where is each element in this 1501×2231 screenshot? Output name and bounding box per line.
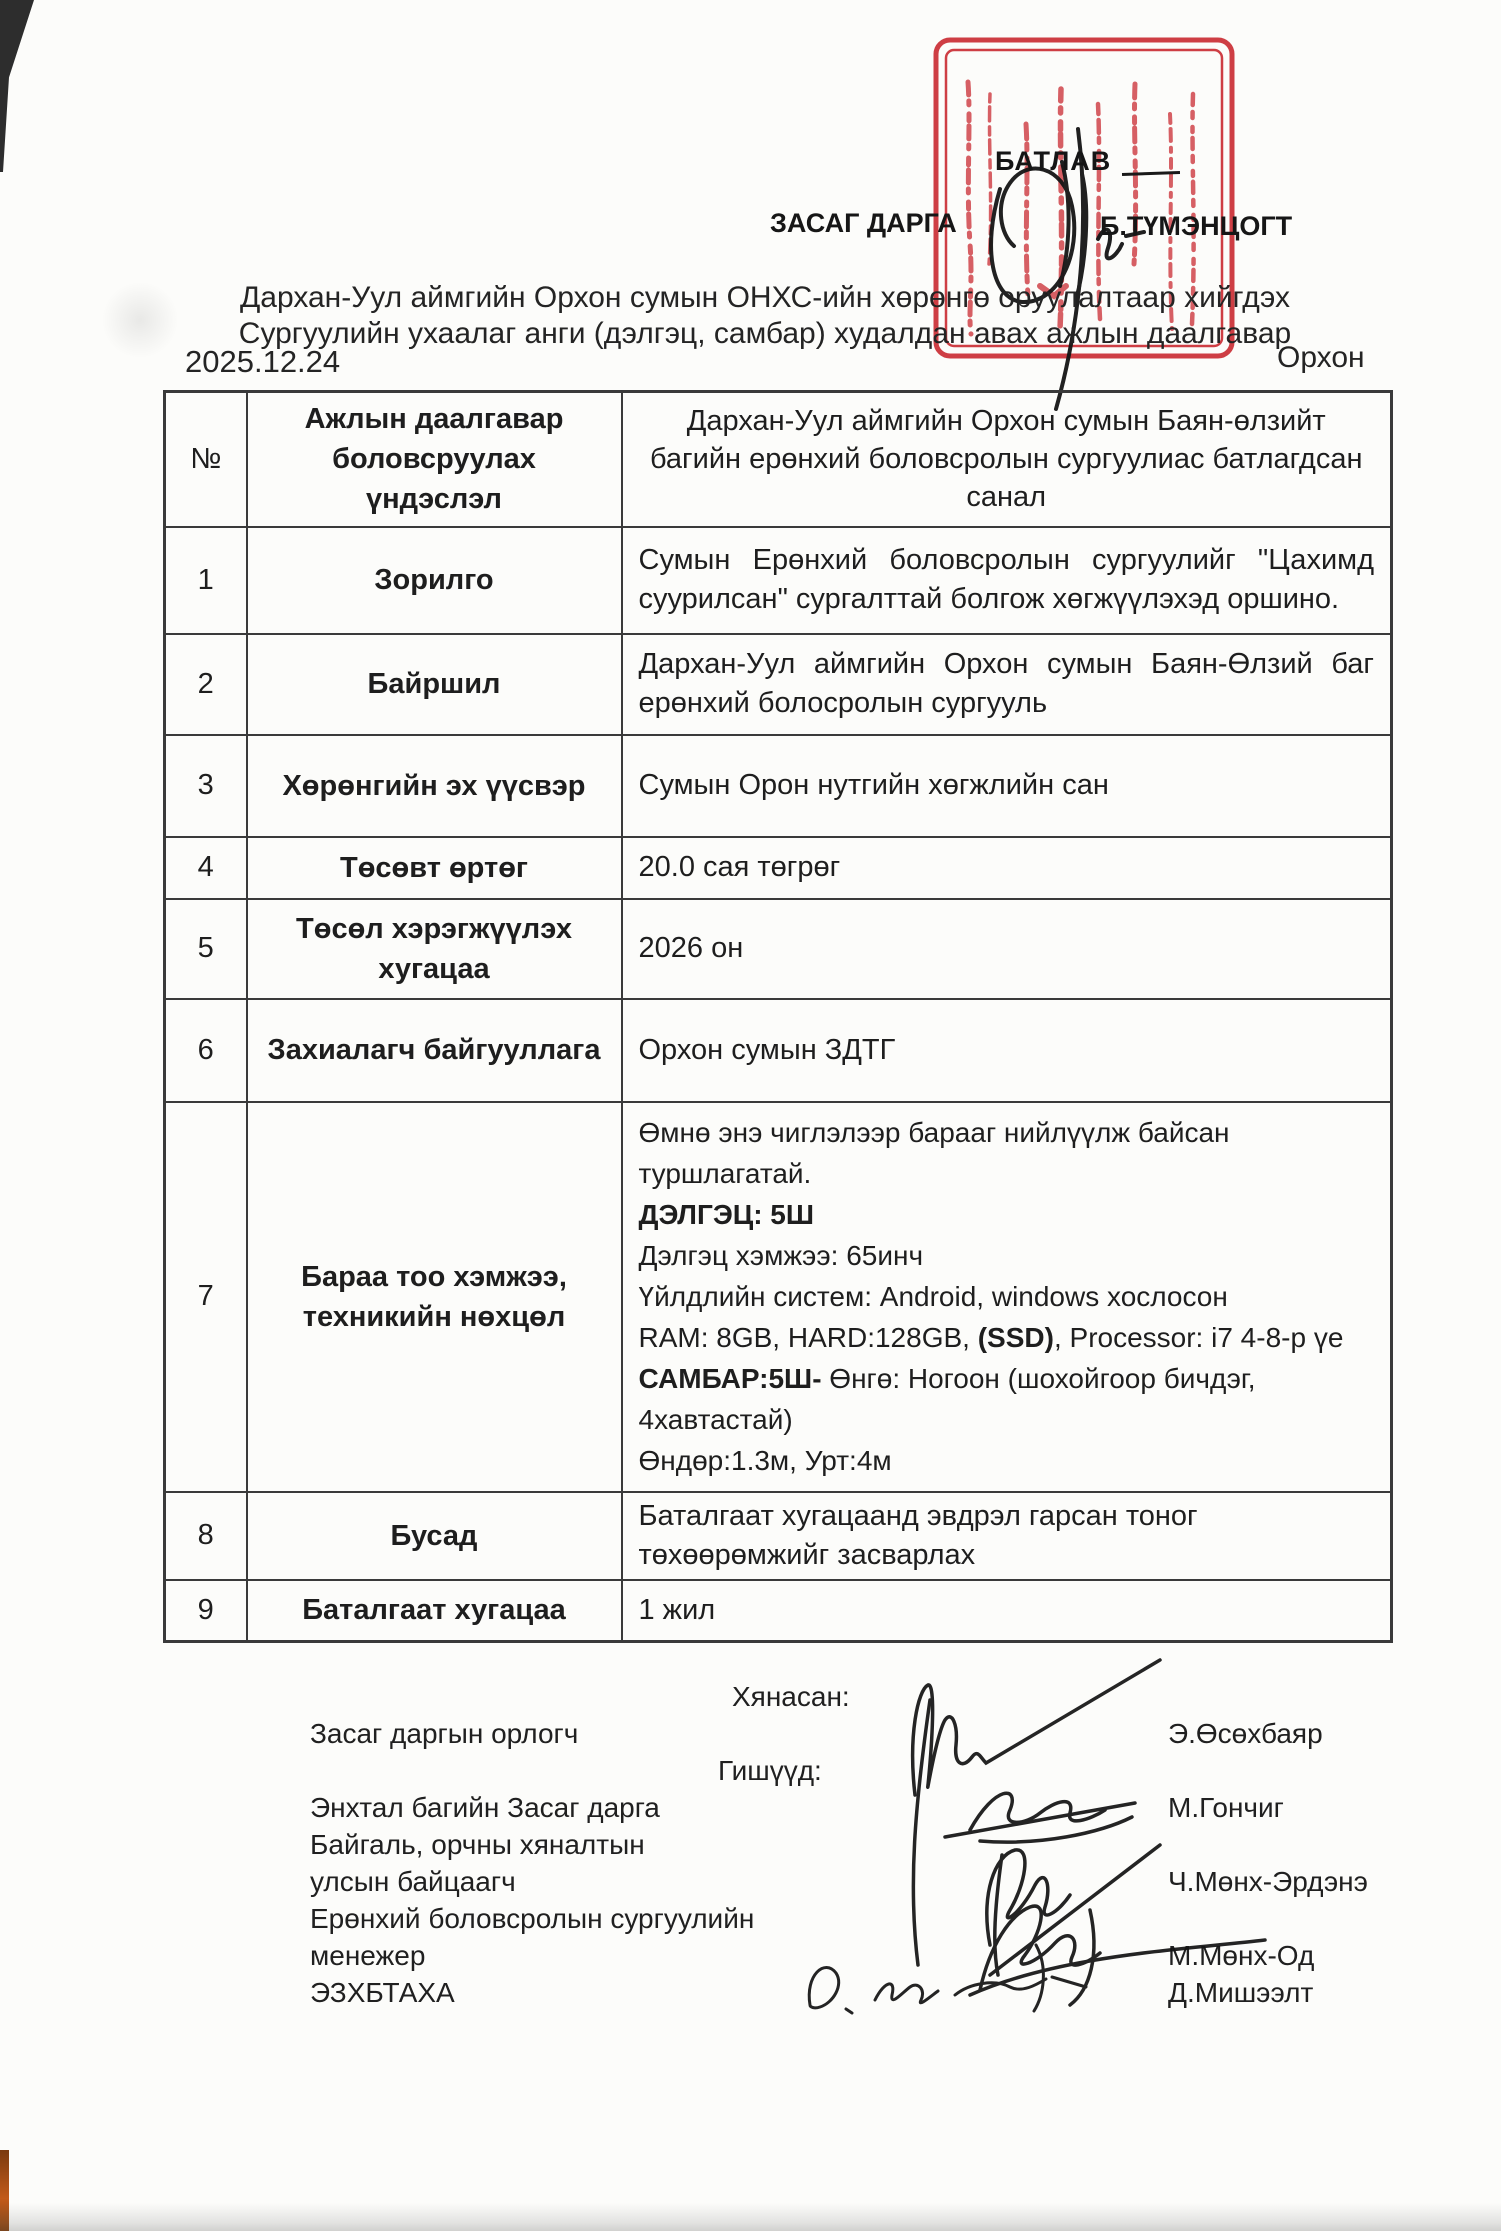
row-content: 2026 он [622, 899, 1392, 999]
table-row [165, 999, 1392, 1102]
row-label: Захиалагч байгууллага [247, 999, 622, 1102]
signature-entry [310, 1789, 1340, 1826]
table-row [165, 837, 1392, 899]
table-header-row [165, 392, 1392, 527]
row-content: Сумын Орон нутгийн хөгжлийн сан [622, 735, 1392, 837]
table-body [165, 527, 1392, 1642]
document-date: 2025.12.24 [185, 344, 341, 379]
signature-name: Э.Өсөхбаяр [1168, 1718, 1323, 1749]
signature-role: Энхтал багийн Засаг дарга [310, 1792, 660, 1823]
signature-entry [310, 1900, 1340, 1974]
approver-title: ЗАСАГ ДАРГА [770, 208, 957, 238]
approver-name: Б.ТҮМЭНЦОГТ [1100, 211, 1293, 241]
row-number: 7 [165, 1102, 247, 1492]
column-header-number: № [165, 392, 247, 527]
column-header-proposal: Дархан-Уул аймгийн Орхон сумын Баян-өлзийт багийн ерөнхий боловсролын сургуулиас батлагдсан санал [622, 392, 1392, 527]
row-content: Орхон сумын ЗДТГ [622, 999, 1392, 1102]
row-content: Баталгаат хугацаанд эвдрэл гарсан тоног төхөөрөмжийг засварлах [622, 1492, 1392, 1580]
signature-entry [310, 1715, 1340, 1752]
row-number: 4 [165, 837, 247, 899]
row-label: Баталгаат хугацаа [247, 1580, 622, 1642]
row-number: 6 [165, 999, 247, 1102]
scan-corner-artifact [0, 0, 36, 172]
table-row [165, 1580, 1392, 1642]
table-row [165, 527, 1392, 634]
scan-bottom-shadow [0, 2203, 1501, 2231]
document-title-line2: Сургуулийн ухаалаг анги (дэлгэц, самбар) худалдан авах ажлын даалгавар [238, 317, 1292, 350]
reviewed-label: Хянасан: [732, 1681, 850, 1712]
document-location: Орхон [1277, 341, 1365, 374]
row-content: Дархан-Уул аймгийн Орхон сумын Баян-Өлзий баг ерөнхий болосролын сургууль [622, 634, 1392, 735]
signature-entry [310, 1826, 1368, 1900]
row-label: Төсөвт өртөг [247, 837, 622, 899]
table-row [165, 634, 1392, 735]
members-label: Гишүүд: [718, 1755, 822, 1786]
row-number: 8 [165, 1492, 247, 1580]
signature-role: Засаг даргын орлогч [310, 1718, 579, 1749]
signature-role: Байгаль, орчны хяналтын улсын байцаагч [310, 1829, 645, 1897]
signature-role: Ерөнхий боловсролын сургуулийн менежер [310, 1903, 755, 1971]
table-row [165, 1102, 1392, 1492]
document-title-line1: Дархан-Уул аймгийн Орхон сумын ОНХС-ийн хөрөнгө оруулалтаар хийгдэх [239, 281, 1291, 314]
table-row [165, 899, 1392, 999]
row-label: Байршил [247, 634, 622, 735]
row-number: 5 [165, 899, 247, 999]
row-label: Бусад [247, 1492, 622, 1580]
table-row [165, 1492, 1392, 1580]
row-label: Хөрөнгийн эх үүсвэр [247, 735, 622, 837]
row-number: 1 [165, 527, 247, 634]
row-label: Төсөл хэрэгжүүлэх хугацаа [247, 899, 622, 999]
row-content: 1 жил [622, 1580, 1392, 1642]
row-label: Бараа тоо хэмжээ, техникийн нөхцөл [247, 1102, 622, 1492]
signature-role: ЭЗХБТАХА [310, 1977, 455, 2008]
signatures-section [310, 1678, 1368, 2011]
table-row [165, 735, 1392, 837]
row-content: Сумын Ерөнхий боловсролын сургуулийг "Цахимд суурилсан" сургалттай болгож хөгжүүлэхэд оршино. [622, 527, 1392, 634]
row-content: 20.0 сая төгрөг [622, 837, 1392, 899]
row-content: Өмнө энэ чиглэлээр барааг нийлүүлж байсан туршлагатай. ДЭЛГЭЦ: 5Ш Дэлгэц хэмжээ: 65инч Үйлдлийн систем: Android, windows хослосон RAM: 8GB, HARD:128GB, (SSD), Processor: i7 4-8-р үе САМБАР:5Ш- Өнгө: Ногоон (шохойгоор бичдэг, 4хавтастай) Өндөр:1.3м, Урт:4м [622, 1102, 1392, 1492]
signature-name: Д.Мишээлт [1168, 1977, 1314, 2008]
row-label: Зорилго [247, 527, 622, 634]
signature-entry [310, 1974, 1340, 2011]
signature-name: М.Гончиг [1168, 1792, 1284, 1823]
document-title [120, 280, 1410, 352]
assignment-table [163, 390, 1393, 1643]
signature-name: Ч.Мөнх-Эрдэнэ [1168, 1866, 1368, 1897]
row-number: 9 [165, 1580, 247, 1642]
column-header-basis: Ажлын даалгавар боловсруулах үндэслэл [247, 392, 622, 527]
stamp-approved-label: БАТЛАВ [995, 146, 1112, 176]
row-number: 3 [165, 735, 247, 837]
signature-entries [310, 1715, 1368, 2011]
row-number: 2 [165, 634, 247, 735]
signature-name: М.Мөнх-Од [1168, 1940, 1315, 1971]
